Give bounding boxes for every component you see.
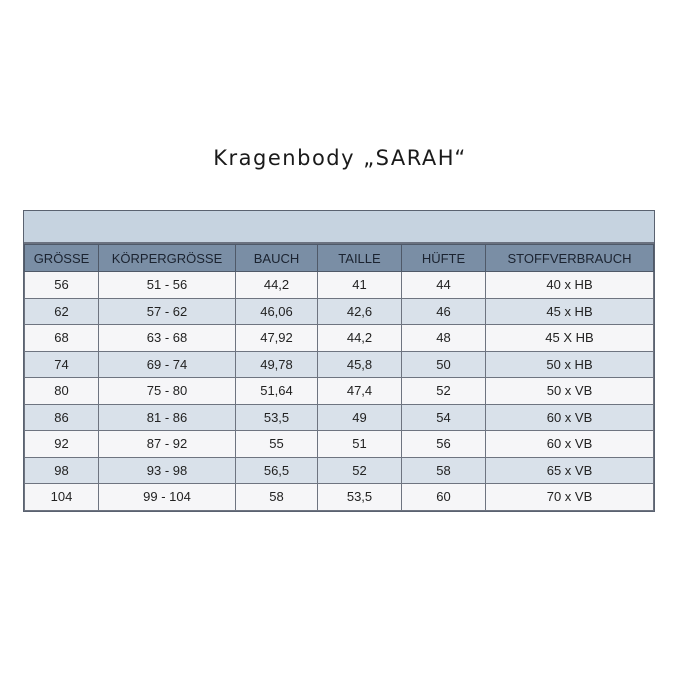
cell-koerpergroesse: 93 - 98	[99, 457, 236, 484]
table-row	[25, 325, 654, 352]
cell-groesse: 92	[25, 431, 99, 458]
cell-koerpergroesse: 75 - 80	[99, 378, 236, 405]
table-row	[25, 431, 654, 458]
cell-taille: 41	[318, 272, 402, 299]
cell-huefte: 54	[402, 404, 486, 431]
table-row	[25, 378, 654, 405]
cell-bauch: 53,5	[236, 404, 318, 431]
cell-bauch: 44,2	[236, 272, 318, 299]
cell-koerpergroesse: 87 - 92	[99, 431, 236, 458]
cell-stoffverbrauch: 45 X HB	[486, 325, 654, 352]
cell-huefte: 46	[402, 298, 486, 325]
cell-stoffverbrauch: 70 x VB	[486, 484, 654, 511]
header-huefte: HÜFTE	[402, 245, 486, 272]
cell-bauch: 51,64	[236, 378, 318, 405]
cell-stoffverbrauch: 65 x VB	[486, 457, 654, 484]
cell-taille: 44,2	[318, 325, 402, 352]
cell-groesse: 68	[25, 325, 99, 352]
cell-taille: 53,5	[318, 484, 402, 511]
cell-huefte: 56	[402, 431, 486, 458]
page-title: Kragenbody „SARAH“	[213, 146, 467, 170]
cell-stoffverbrauch: 60 x VB	[486, 431, 654, 458]
cell-taille: 42,6	[318, 298, 402, 325]
header-koerpergroesse: KÖRPERGRÖSSE	[99, 245, 236, 272]
size-chart	[24, 244, 654, 511]
header-groesse: GRÖSSE	[25, 245, 99, 272]
cell-taille: 52	[318, 457, 402, 484]
cell-groesse: 104	[25, 484, 99, 511]
cell-huefte: 58	[402, 457, 486, 484]
cell-stoffverbrauch: 60 x VB	[486, 404, 654, 431]
table-row	[25, 457, 654, 484]
cell-stoffverbrauch: 50 x HB	[486, 351, 654, 378]
cell-taille: 47,4	[318, 378, 402, 405]
table-header-band	[24, 211, 654, 244]
cell-koerpergroesse: 57 - 62	[99, 298, 236, 325]
cell-stoffverbrauch: 45 x HB	[486, 298, 654, 325]
size-table	[23, 210, 655, 512]
table-row	[25, 404, 654, 431]
cell-huefte: 60	[402, 484, 486, 511]
cell-koerpergroesse: 51 - 56	[99, 272, 236, 299]
table-row	[25, 484, 654, 511]
cell-groesse: 62	[25, 298, 99, 325]
cell-koerpergroesse: 99 - 104	[99, 484, 236, 511]
cell-huefte: 48	[402, 325, 486, 352]
cell-groesse: 74	[25, 351, 99, 378]
cell-groesse: 56	[25, 272, 99, 299]
cell-bauch: 49,78	[236, 351, 318, 378]
header-stoffverbrauch: STOFFVERBRAUCH	[486, 245, 654, 272]
header-bauch: BAUCH	[236, 245, 318, 272]
cell-bauch: 46,06	[236, 298, 318, 325]
header-row	[25, 245, 654, 272]
cell-taille: 51	[318, 431, 402, 458]
cell-bauch: 55	[236, 431, 318, 458]
cell-koerpergroesse: 63 - 68	[99, 325, 236, 352]
cell-bauch: 47,92	[236, 325, 318, 352]
cell-taille: 45,8	[318, 351, 402, 378]
cell-bauch: 58	[236, 484, 318, 511]
cell-groesse: 98	[25, 457, 99, 484]
header-taille: TAILLE	[318, 245, 402, 272]
table-row	[25, 298, 654, 325]
cell-huefte: 50	[402, 351, 486, 378]
cell-koerpergroesse: 69 - 74	[99, 351, 236, 378]
cell-koerpergroesse: 81 - 86	[99, 404, 236, 431]
cell-groesse: 80	[25, 378, 99, 405]
table-row	[25, 351, 654, 378]
cell-huefte: 44	[402, 272, 486, 299]
cell-stoffverbrauch: 50 x VB	[486, 378, 654, 405]
cell-huefte: 52	[402, 378, 486, 405]
cell-bauch: 56,5	[236, 457, 318, 484]
cell-taille: 49	[318, 404, 402, 431]
table-row	[25, 272, 654, 299]
cell-groesse: 86	[25, 404, 99, 431]
cell-stoffverbrauch: 40 x HB	[486, 272, 654, 299]
